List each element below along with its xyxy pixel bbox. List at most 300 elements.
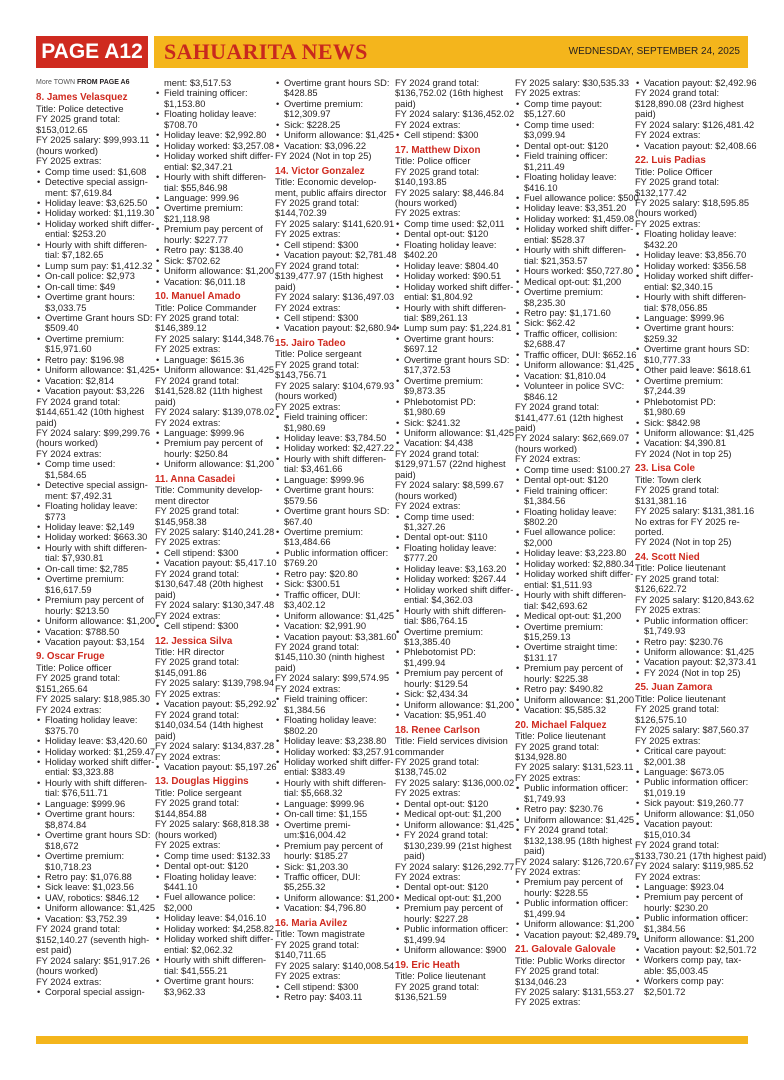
text-line: $140,034.54 (14th highest <box>155 720 264 731</box>
extras-item-continued: $579.56 <box>284 495 318 506</box>
extras-item: • Comp time used: <box>515 120 629 130</box>
text-column-5 <box>515 78 639 1008</box>
text-line: FY 2024 extras: <box>635 130 701 141</box>
extras-item: • Holiday worked shift differ- <box>635 271 749 281</box>
text-line: $136,752.02 (16th highest <box>395 88 504 99</box>
text-line: FY 2025 grand total: <box>155 312 240 323</box>
text-line: No extras for FY 2025 re- <box>635 516 740 527</box>
extras-item-continued: $1,384.56 <box>644 923 686 934</box>
text-line: FY 2025 salary: $87,560.37 <box>635 725 750 736</box>
text-line: $140,711.65 <box>275 950 327 961</box>
extras-item: • UAV, robotics: $846.12 <box>36 893 150 903</box>
extras-item: • Medical opt-out: $1,200 <box>515 611 629 621</box>
extras-item-continued: tial: $21,353.57 <box>524 255 588 266</box>
text-line: (hours worked) <box>395 197 458 208</box>
extras-item-continued: tial: $55,846.98 <box>164 182 228 193</box>
employee-name: 17. Matthew Dixon <box>395 144 481 156</box>
extras-item-continued: $846.12 <box>524 391 558 402</box>
extras-item-continued: tial: $41,555.21 <box>164 965 228 976</box>
text-line: Title: Police sergeant <box>275 349 362 360</box>
jump-prefix: More <box>36 79 52 86</box>
extras-item: • Critical care payout: <box>635 746 749 756</box>
text-line: (hours worked) <box>275 391 338 402</box>
extras-item-continued: paid) <box>524 846 545 857</box>
newspaper-name: SAHUARITA NEWS <box>164 39 368 64</box>
extras-item: • Uniform allowance: $1,425 <box>395 820 509 830</box>
extras-item: • On-call time: $2,785 <box>36 564 150 574</box>
extras-item-continued: $13,484.66 <box>284 537 331 548</box>
text-line: FY 2024 salary: $99,574.95 <box>275 673 390 684</box>
extras-item: • Holiday worked shift differ- <box>395 282 509 292</box>
extras-item: • Vacation payout: $2,408.66 <box>635 141 749 151</box>
extras-item-continued: $2,688.47 <box>524 339 566 350</box>
extras-item-continued: paid) <box>404 851 425 862</box>
extras-item: • Holiday leave: $2,149 <box>36 522 150 532</box>
extras-item: • Uniform allowance: $1,200 <box>155 266 269 276</box>
extras-item: • Public information officer: <box>515 898 629 908</box>
text-line: FY 2024 grand total: <box>155 375 240 386</box>
extras-item: • Vacation payout: $2,501.72 <box>635 945 749 955</box>
extras-item: • Holiday leave: $3,163.20 <box>395 564 509 574</box>
extras-item: • Vacation payout: $2,492.96 <box>635 78 749 88</box>
extras-item: • Uniform allowance: $1,425 <box>515 360 629 370</box>
extras-item-continued: hourly: $250.84 <box>164 448 229 459</box>
extras-item: • Vacation payout: $3,381.60 <box>275 632 389 642</box>
text-line: Title: Police sergeant <box>155 787 242 798</box>
extras-item: • Holiday leave: $2,992.80 <box>155 130 269 140</box>
extras-item: • Phlebotomist PD: <box>395 397 509 407</box>
extras-item: • Dental opt-out: $120 <box>155 861 269 871</box>
extras-item: • Dental opt-out: $110 <box>395 532 509 542</box>
extras-item: • On-call time: $1,155 <box>275 809 389 819</box>
extras-item: • Floating holiday leave: <box>395 543 509 553</box>
extras-item: • Sick: $842.98 <box>635 418 749 428</box>
extras-item: • Vacation payout: $3,154 <box>36 637 150 647</box>
text-line: FY 2025 extras: <box>635 605 701 616</box>
extras-item: • Sick payout: $19,260.77 <box>635 798 749 808</box>
text-line: $131,381.16 <box>635 495 687 506</box>
extras-item-continued: tial: $42,693.62 <box>524 600 588 611</box>
extras-item: • Hourly with shift differen- <box>155 172 269 182</box>
extras-item-continued: $18,672 <box>45 840 79 851</box>
extras-item-continued: tial: $3,461.66 <box>284 464 343 475</box>
extras-item: • Language: $923.04 <box>635 882 749 892</box>
extras-item: • Language: $999.96 <box>155 428 269 438</box>
extras-item: • Language: $999.96 <box>275 799 389 809</box>
text-line: $136,521.59 <box>395 991 447 1002</box>
extras-item-continued: $402.20 <box>404 250 438 261</box>
extras-item: • Public information officer: <box>515 783 629 793</box>
extras-item: • Uniform allowance: $900 <box>395 945 509 955</box>
text-line: FY 2024 extras: <box>36 976 102 987</box>
extras-item: • Overtime grant hours SD: <box>635 344 749 354</box>
text-line: FY 2024 extras: <box>515 866 581 877</box>
extras-item-continued: $5,127.60 <box>524 109 566 120</box>
text-line: paid) <box>635 109 656 120</box>
masthead-bar <box>154 36 748 68</box>
text-line: FY 2025 extras: <box>275 229 341 240</box>
extras-item: • Hourly with shift differen- <box>155 955 269 965</box>
text-line: FY 2025 grand total: <box>155 506 240 517</box>
extras-item-continued: $1,327.26 <box>404 522 446 533</box>
text-line: Title: Economic develop- <box>275 177 377 188</box>
text-line: FY 2024 extras: <box>275 683 341 694</box>
employee-name: 19. Eric Heath <box>395 959 460 971</box>
extras-item: • Holiday worked: $267.44 <box>395 574 509 584</box>
text-line: Title: Police lieutenant <box>515 731 606 742</box>
extras-item: • Overtime grant hours: <box>275 485 389 495</box>
extras-item-continued: ential: $1,804.92 <box>404 292 473 303</box>
extras-item: • Public information officer: <box>275 548 389 558</box>
extras-item: • Overtime grant hours: <box>635 323 749 333</box>
extras-item-continued: $1,980.69 <box>644 407 686 418</box>
extras-item-continued: $67.40 <box>284 516 313 527</box>
extras-item: • Retro pay: $20.80 <box>275 569 389 579</box>
text-line: Title: Police officer <box>36 662 112 673</box>
extras-item: • Floating holiday leave: <box>275 715 389 725</box>
extras-item: • Hourly with shift differen- <box>395 606 509 616</box>
text-line: FY 2025 grand total: <box>155 798 240 809</box>
text-line: Title: Community develop- <box>155 485 263 496</box>
text-line: ported. <box>635 527 664 538</box>
extras-item: • Sick: $702.62 <box>155 256 269 266</box>
extras-item-continued: tial: $7,930.81 <box>45 553 104 564</box>
text-line: FY 2025 extras: <box>635 218 701 229</box>
extras-item: • Sick: $62.42 <box>515 318 629 328</box>
text-line: FY 2025 extras: <box>155 688 221 699</box>
extras-item-continued: ential: $2,340.15 <box>644 281 713 292</box>
jump-town: TOWN <box>53 79 76 86</box>
extras-item: • Uniform allowance: $1,200 <box>275 893 389 903</box>
text-line: (hours worked) <box>36 966 99 977</box>
text-line: FY 2024 salary: $126,481.42 <box>635 119 755 130</box>
extras-item: • Traffic officer, DUI: $652.16 <box>515 350 629 360</box>
extras-item: • Overtime premium: <box>275 527 389 537</box>
extras-item: • Holiday leave: $3,351.20 <box>515 203 629 213</box>
text-line: Title: Town clerk <box>635 474 702 485</box>
extras-item: • Uniform allowance: $1,200 <box>36 616 150 626</box>
text-line: FY 2025 grand total: <box>635 573 720 584</box>
extras-item: • Cell stipend: $300 <box>275 240 389 250</box>
extras-item: • Overtime premium: <box>635 376 749 386</box>
employee-name: 11. Anna Casadei <box>155 473 236 485</box>
text-line: paid) <box>395 469 416 480</box>
extras-item-continued: ential: $2,347.21 <box>164 161 233 172</box>
extras-item: • Retro pay: $490.82 <box>515 684 629 694</box>
text-line: $151,265.64 <box>36 683 88 694</box>
extras-item: • Holiday worked: $1,259.47 <box>36 747 150 757</box>
text-line: paid) <box>275 281 296 292</box>
text-line: FY 2024 grand total: <box>155 568 240 579</box>
extras-item: • Holiday worked shift differ- <box>515 224 629 234</box>
extras-item-continued: ential: $4,362.03 <box>404 595 473 606</box>
extras-item: • Workers comp pay: <box>635 976 749 986</box>
text-line: FY 2024 grand total: <box>395 448 480 459</box>
extras-item: • Vacation payout: $3,226 <box>36 386 150 396</box>
text-line: FY 2025 salary: $131,381.16 <box>635 506 755 517</box>
extras-item-continued: $13,385.40 <box>404 637 451 648</box>
text-line: Title: Police lieutenant <box>395 971 486 982</box>
extras-item: • Hourly with shift differen- <box>515 590 629 600</box>
extras-item-continued: able: $5,003.45 <box>644 965 709 976</box>
extras-item: • Uniform allowance: $1,425 <box>635 428 749 438</box>
text-line: FY 2024 salary: $99,299.76 <box>36 427 151 438</box>
extras-item: • Overtime premium: <box>515 622 629 632</box>
text-line: $126,575.10 <box>635 714 687 725</box>
extras-item: • Comp time used: $2,011 <box>395 219 509 229</box>
text-line: $144,854.88 <box>155 808 207 819</box>
extras-item-continued: $432.20 <box>644 239 678 250</box>
employee-name: 15. Jairo Tadeo <box>275 337 346 349</box>
text-line: Title: Police Commander <box>155 302 257 313</box>
employee-name: 20. Michael Falquez <box>515 719 607 731</box>
extras-item: • Vacation: $4,438 <box>395 438 509 448</box>
extras-item: • Premium pay percent of <box>275 841 389 851</box>
extras-item: • Cell stipend: $300 <box>155 548 269 558</box>
extras-item: • Language: $999.96 <box>635 313 749 323</box>
extras-item: • Cell stipend: $300 <box>275 313 389 323</box>
extras-item-continued: $8,874.84 <box>45 819 87 830</box>
text-line: $134,928.80 <box>515 752 567 762</box>
extras-item: • Floating holiday leave: <box>635 229 749 239</box>
text-line: $128,890.08 (23rd highest <box>635 98 744 109</box>
extras-item: • Overtime grant hours SD: <box>275 506 389 516</box>
extras-item: • Uniform allowance: $1,200 <box>515 919 629 929</box>
text-line: FY 2025 grand total: <box>395 981 480 992</box>
extras-item-continued: $1,384.56 <box>524 496 566 507</box>
extras-item: • Detective special assign- <box>36 480 150 490</box>
extras-item-continued: $802.20 <box>524 517 558 528</box>
extras-item: • Hourly with shift differen- <box>275 454 389 464</box>
extras-item-continued: ential: $253.20 <box>45 229 106 240</box>
extras-item: • Medical opt-out: $1,200 <box>395 809 509 819</box>
extras-item: • Holiday leave: $3,856.70 <box>635 250 749 260</box>
extras-item: • Language: $673.05 <box>635 767 749 777</box>
extras-item: • Volunteer in police SVC: <box>515 381 629 391</box>
text-line: FY 2025 salary: $8,446.84 <box>395 187 504 198</box>
extras-item-continued: ment: $3,517.53 <box>164 78 232 88</box>
text-column-4 <box>395 78 515 1002</box>
extras-item: • Vacation payout: $2,489.79 <box>515 930 629 940</box>
text-line: FY 2025 salary: $140,241.28 <box>155 527 275 538</box>
extras-item: • Vacation payout: $2,680.94 <box>275 323 389 333</box>
text-line: FY 2024 grand total: <box>635 88 720 99</box>
text-line: FY 2025 salary: $141,620.91 <box>275 218 395 229</box>
extras-item: • Hourly with shift differen- <box>36 240 150 250</box>
text-line: (hours worked) <box>36 438 99 449</box>
text-line: $139,477.97 (15th highest <box>275 271 384 282</box>
extras-item: • Vacation: $2,991.90 <box>275 621 389 631</box>
text-line: FY 2025 grand total: <box>515 741 600 752</box>
text-line: Title: Field services division <box>395 736 508 747</box>
extras-item-continued: $10,777.33 <box>644 354 691 365</box>
jump-line <box>36 78 150 88</box>
extras-item-continued: $17,372.53 <box>404 365 451 376</box>
extras-item: • Vacation: $5,585.32 <box>515 705 629 715</box>
extras-item: • Field training officer: <box>275 694 389 704</box>
text-line: FY 2025 extras: <box>155 344 221 355</box>
extras-item: • Retro pay: $138.40 <box>155 245 269 255</box>
employee-name: 9. Oscar Fruge <box>36 651 105 663</box>
extras-item: • Holiday leave: $4,016.10 <box>155 913 269 923</box>
extras-item: • Traffic officer, DUI: <box>275 872 389 882</box>
text-line: FY 2024 grand total: <box>515 402 600 413</box>
text-line: FY 2025 grand total: <box>635 177 720 188</box>
text-line: paid) <box>275 662 296 673</box>
text-line: FY 2024 extras: <box>515 454 581 465</box>
text-line: FY 2025 grand total: <box>155 657 240 668</box>
extras-item: • Holiday leave: $3,223.80 <box>515 548 629 558</box>
text-column-2 <box>155 78 277 997</box>
extras-item: • Holiday worked shift differ- <box>275 757 389 767</box>
extras-item: • Lump sum pay: $1,224.81 <box>395 323 509 333</box>
page-number-label: PAGE A12 <box>36 36 148 68</box>
extras-item: • Corporal special assign- <box>36 987 150 997</box>
employee-name: 12. Jessica Silva <box>155 635 233 647</box>
extras-item: • Uniform allowance: $1,200 <box>515 695 629 705</box>
extras-item: • Comp time used: <box>395 512 509 522</box>
extras-item: • Overtime grant hours: <box>155 976 269 986</box>
extras-item: • Premium pay percent of <box>635 892 749 902</box>
text-column-1 <box>36 78 156 997</box>
text-line: FY 2025 salary: $131,523.11 <box>515 762 634 773</box>
extras-item: • Overtime grant hours: <box>395 334 509 344</box>
extras-item: • Vacation payout: $5,417.10 <box>155 558 269 568</box>
page-header <box>36 34 748 68</box>
extras-item: • Comp time payout: <box>515 99 629 109</box>
text-line: paid) <box>515 422 536 433</box>
text-line: FY 2025 salary: $99,993.11 <box>36 135 150 146</box>
extras-item: • Holiday worked shift differ- <box>395 585 509 595</box>
text-line: FY 2025 extras: <box>395 208 461 219</box>
text-line: FY 2025 salary: $120,843.62 <box>635 594 755 605</box>
extras-item: • Sick: $241.32 <box>395 418 509 428</box>
extras-item-continued: hourly: $213.50 <box>45 605 110 616</box>
extras-item: • On-call police: $2,973 <box>36 271 150 281</box>
extras-item: • Vacation: $4,796.80 <box>275 903 389 913</box>
extras-item: • Floating holiday leave: <box>36 501 150 511</box>
text-line: FY 2024 salary: $136,497.03 <box>275 292 395 303</box>
text-line: FY 2025 salary: $30,535.33 <box>515 78 630 88</box>
extras-item: • Phlebotomist PD: <box>635 397 749 407</box>
issue-date: WEDNESDAY, SEPTEMBER 24, 2025 <box>568 46 740 57</box>
extras-item: • Hourly with shift differen- <box>635 292 749 302</box>
text-line: Title: Police detective <box>36 103 124 114</box>
text-line: FY 2025 salary: $18,595.85 <box>635 197 750 208</box>
extras-item: • Holiday leave: $3,420.60 <box>36 736 150 746</box>
extras-item: • Vacation payout: $2,373.41 <box>635 657 749 667</box>
extras-item: • Vacation: $3,096.22 <box>275 141 389 151</box>
text-line: $141,477.61 (12th highest <box>515 412 624 423</box>
extras-item: • Premium pay percent of <box>395 668 509 678</box>
extras-item: • Overtime premium: <box>275 99 389 109</box>
extras-item: • Vacation: $2,814 <box>36 376 150 386</box>
employee-name: 13. Douglas Higgins <box>155 776 249 788</box>
text-line: $129,971.57 (22nd highest <box>395 459 506 470</box>
extras-item-continued: tial: $7,182.65 <box>45 250 104 261</box>
extras-item: • Traffic officer, collision: <box>515 329 629 339</box>
text-line: $132,177.42 <box>635 187 687 198</box>
extras-item-continued: $15,259.13 <box>524 632 571 643</box>
text-line: FY 2025 extras: <box>515 772 581 783</box>
text-line: $141,528.82 (11th highest <box>155 386 263 397</box>
extras-item: • Uniform allowance: $1,050 <box>635 809 749 819</box>
extras-item-continued: $15,010.34 <box>644 829 691 840</box>
text-line: FY 2024 grand total: <box>155 709 240 720</box>
extras-item: • Floating holiday leave: <box>155 872 269 882</box>
extras-item-continued: ential: $3,323.88 <box>45 767 114 778</box>
extras-item-continued: $8,235.30 <box>524 297 566 308</box>
extras-item-continued: hourly: $129.54 <box>404 678 469 689</box>
text-line: FY 2025 salary: $140,008.54 <box>275 960 395 971</box>
text-line: Title: Police Officer <box>635 166 713 177</box>
text-line: FY 2024 extras: <box>155 417 221 428</box>
text-line: FY 2024 extras: <box>155 610 221 621</box>
extras-item-continued: $509.40 <box>45 323 79 334</box>
text-line: (hours worked) <box>36 145 99 156</box>
extras-item: • Holiday worked: $2,427.22 <box>275 443 389 453</box>
extras-item-continued: $1,749.93 <box>524 793 566 804</box>
extras-item: • Comp time used: <box>36 459 150 469</box>
extras-item: • Overtime grant hours: <box>36 809 150 819</box>
extras-item: • Uniform allowance: $1,425 <box>515 815 629 825</box>
employee-name: 18. Renee Carlson <box>395 724 480 736</box>
extras-item: • Holiday worked: $1,119.30 <box>36 208 150 218</box>
extras-item-continued: tial: $89,261.13 <box>404 312 468 323</box>
extras-item: • Uniform allowance: $1,425 <box>36 903 150 913</box>
text-line: (hours worked) <box>635 208 698 219</box>
extras-item-continued: $3,099.94 <box>524 130 566 141</box>
text-line: FY 2024 salary: $126,720.67 <box>515 856 635 867</box>
extras-item: • Sick: $1,203.30 <box>275 862 389 872</box>
text-line: FY 2024 salary: $134,837.28 <box>155 741 275 752</box>
extras-item: • FY 2024 (Not in top 25) <box>635 668 749 678</box>
text-line: $143,756.71 <box>275 370 327 381</box>
extras-item-continued: hourly: $228.55 <box>524 887 589 898</box>
extras-item: • Public information officer: <box>635 616 749 626</box>
extras-item-continued: $375.70 <box>45 725 79 736</box>
extras-item: • Holiday worked shift differ- <box>515 569 629 579</box>
extras-item-continued: tial: $86,764.15 <box>404 616 468 627</box>
extras-item: • Overtime premium: <box>36 574 150 584</box>
extras-item: • Vacation: $4,390.81 <box>635 438 749 448</box>
text-line: (hours worked) <box>395 490 458 501</box>
text-line: FY 2025 salary: $18,985.30 <box>36 694 151 705</box>
extras-item-continued: $1,584.65 <box>45 469 87 480</box>
text-line: Title: Police lieutenant <box>635 563 726 574</box>
extras-item: • Field training officer: <box>275 412 389 422</box>
extras-item: • Language: $999.96 <box>36 799 150 809</box>
extras-item: • Retro pay: $230.76 <box>635 637 749 647</box>
extras-item: • Fuel allowance police: <box>515 527 629 537</box>
extras-item: • Dental opt-out: $120 <box>395 882 509 892</box>
text-line: $126,622.72 <box>635 584 687 595</box>
text-line: paid) <box>395 98 416 109</box>
extras-item: • Vacation: $5,951.40 <box>395 710 509 720</box>
text-line: FY 2025 extras: <box>395 788 461 799</box>
extras-item-continued: $773 <box>45 511 66 522</box>
extras-item: • Vacation: $788.50 <box>36 627 150 637</box>
text-line: FY 2024 salary: $126,292.77 <box>395 861 515 872</box>
extras-item: • Holiday worked: $1,459.08 <box>515 214 629 224</box>
extras-item-continued: $130,239.99 (21st highest <box>404 840 512 851</box>
extras-item: • Premium pay percent of <box>515 877 629 887</box>
extras-item: • Overtime straight time: <box>515 642 629 652</box>
extras-item: • Medical opt-out: $1,200 <box>515 277 629 287</box>
text-line: FY 2024 extras: <box>395 501 461 512</box>
extras-item: • FY 2024 grand total: <box>515 825 629 835</box>
extras-item: • Overtime premium: <box>395 376 509 386</box>
